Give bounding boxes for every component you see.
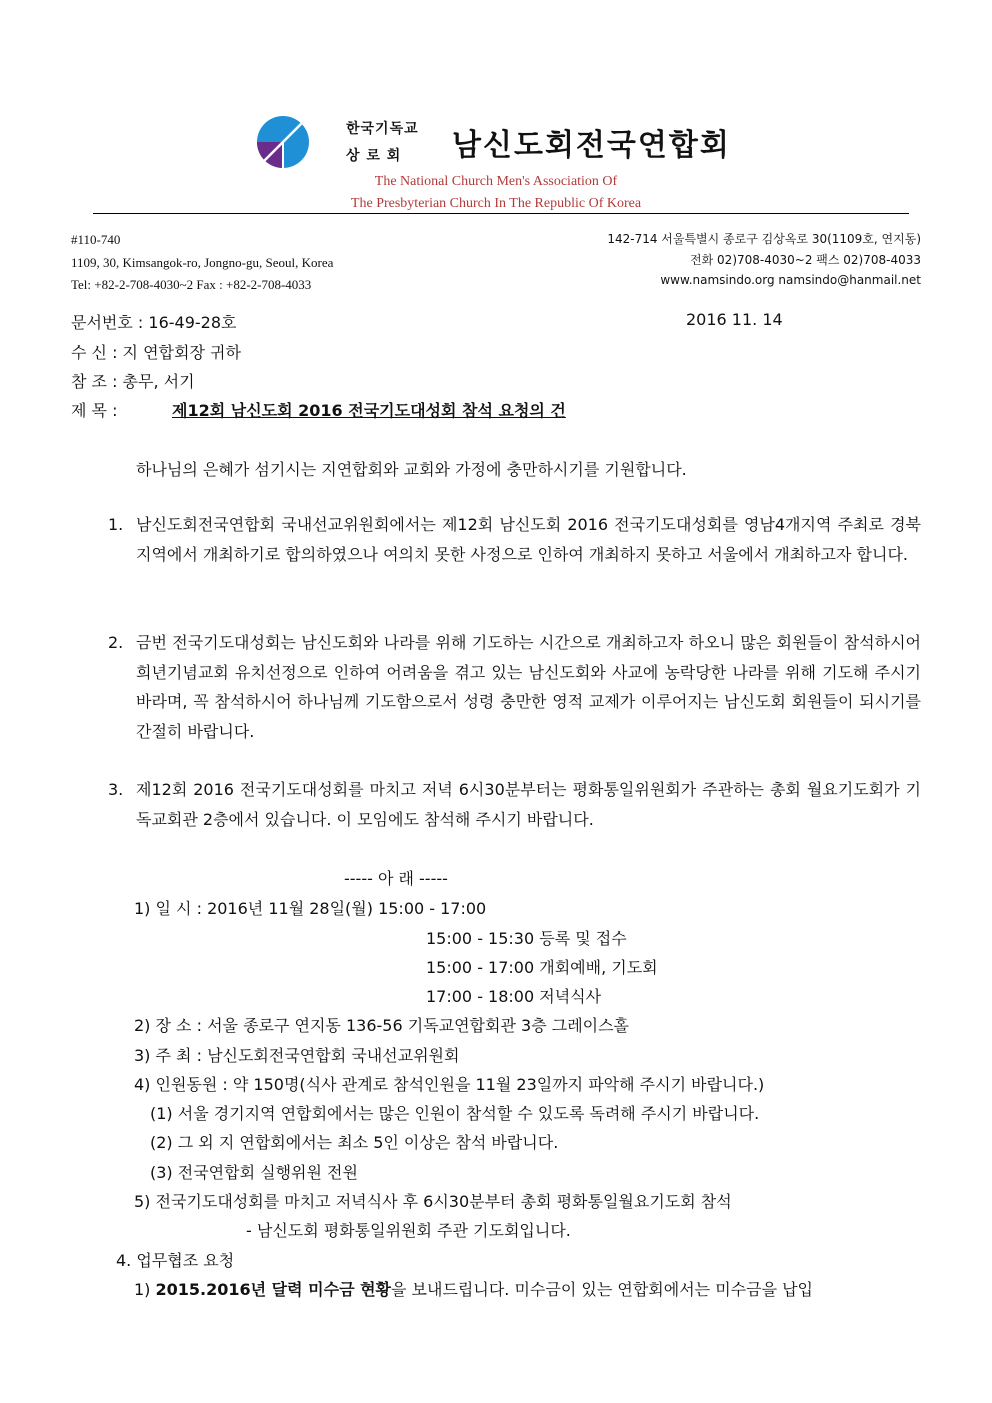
org-name: 남신도회전국연합회 xyxy=(452,128,731,163)
cooperation-item1 xyxy=(134,1277,813,1300)
document-date: 2016 11. 14 xyxy=(686,310,783,329)
details-heading: ----- 아 래 ----- xyxy=(344,869,448,888)
letterhead-divider xyxy=(93,213,909,214)
document-number: 문서번호 : 16-49-28호 xyxy=(71,313,237,332)
korean-address: 142-714 서울특별시 종로구 김상옥로 30(1109호, 연지동) xyxy=(607,232,921,246)
church-logo xyxy=(256,115,310,169)
cooperation-heading: 4. 업무협조 요청 xyxy=(116,1251,235,1270)
para3-text: 제12회 2016 전국기도대성회를 마치고 저녁 6시30분부터는 평화통일위원회가 주관하는 총회 월요기도회가 기독교회관 2층에서 있습니다. 이 모임에도 참석해 주시기 바랍니다. xyxy=(136,780,921,829)
english-address: 1109, 30, Kimsangok-ro, Jongno-gu, Seoul, Korea xyxy=(71,255,334,270)
website-email: www.namsindo.org namsindo@hanmail.net xyxy=(660,273,921,287)
recipient-line: 수 신 : 지 연합회장 귀하 xyxy=(71,343,241,362)
cooperation-item1-rest: 을 보내드립니다. 미수금이 있는 연합회에서는 미수금을 납입 xyxy=(391,1280,814,1299)
org-sub-line2: 상 로 회 xyxy=(346,148,402,164)
para3-number: 3. xyxy=(108,780,124,799)
subject-label: 제 목 : xyxy=(71,401,118,420)
para1-number: 1. xyxy=(108,515,124,534)
church-logo-icon xyxy=(256,115,310,169)
schedule-dinner: 17:00 - 18:00 저녁식사 xyxy=(426,987,602,1006)
detail-mobilization: 4) 인원동원 : 약 150명(식사 관계로 참석인원을 11월 23일까지 파악해 주시기 바랍니다.) xyxy=(134,1075,765,1094)
greeting: 하나님의 은혜가 섬기시는 지연합회와 교회와 가정에 충만하시기를 기원합니다. xyxy=(136,460,687,479)
schedule-worship: 15:00 - 17:00 개회예배, 기도회 xyxy=(426,958,658,977)
mobilization-seoul: (1) 서울 경기지역 연합회에서는 많은 인원이 참석할 수 있도록 독려해 주시기 바랍니다. xyxy=(150,1104,760,1123)
org-english-line2: The Presbyterian Church In The Republic Of Korea xyxy=(350,196,642,211)
detail-place: 2) 장 소 : 서울 종로구 연지동 136-56 기독교연합회관 3층 그레이스홀 xyxy=(134,1016,630,1035)
phone-fax-english: Tel: +82-2-708-4030~2 Fax : +82-2-708-4033 xyxy=(71,277,312,292)
para1-text: 남신도회전국연합회 국내선교위원회에서는 제12회 남신도회 2016 전국기도대성회를 영남4개지역 주최로 경북지역에서 개최하기로 합의하였으나 여의치 못한 사정으로 인하여 개최하지 못하고 서울에서 개최하고자 합니다. xyxy=(136,515,921,564)
detail-time: 1) 일 시 : 2016년 11월 28일(월) 15:00 - 17:00 xyxy=(134,899,487,918)
para2-number: 2. xyxy=(108,633,124,652)
mobilization-other: (2) 그 외 지 연합회에서는 최소 5인 이상은 참석 바랍니다. xyxy=(150,1133,559,1152)
cooperation-item1-bold: 2015.2016년 달력 미수금 현황 xyxy=(155,1280,392,1299)
mobilization-executives: (3) 전국연합회 실행위원 전원 xyxy=(150,1163,358,1182)
postal-code: #110-740 xyxy=(71,232,121,247)
org-english-line1: The National Church Men's Association Of xyxy=(374,174,618,189)
reference-line: 참 조 : 총무, 서기 xyxy=(71,372,195,391)
prayer-meeting-note: - 남신도회 평화통일위원회 주관 기도회입니다. xyxy=(246,1221,571,1240)
schedule-registration: 15:00 - 15:30 등록 및 접수 xyxy=(426,929,627,948)
detail-host: 3) 주 최 : 남신도회전국연합회 국내선교위원회 xyxy=(134,1046,460,1065)
para2-text: 금번 전국기도대성회는 남신도회와 나라를 위해 기도하는 시간으로 개최하고자 하오니 많은 회원들이 참석하시어 희년기념교회 유치선정으로 인하여 어려움을 겪고 있는 남신도회와 사교에 농락당한 나라를 위해 기도해 주시기 바라며, 꼭 참석하시어 하나님께 기도함으로서 성령 충만한 영적 교제가 이루어지는 남신도회 회원들이 되시기를 간절히 바랍니다. xyxy=(136,633,921,741)
phone-fax-korean: 전화 02)708-4030~2 팩스 02)708-4033 xyxy=(690,253,921,267)
subject-title: 제12회 남신도회 2016 전국기도대성회 참석 요청의 건 xyxy=(172,401,566,420)
detail-prayer-meeting: 5) 전국기도대성회를 마치고 저녁식사 후 6시30분부터 총회 평화통일월요기도회 참석 xyxy=(134,1192,732,1211)
org-sub-line1: 한국기독교 xyxy=(346,121,419,137)
cooperation-item1-prefix: 1) xyxy=(134,1280,156,1299)
